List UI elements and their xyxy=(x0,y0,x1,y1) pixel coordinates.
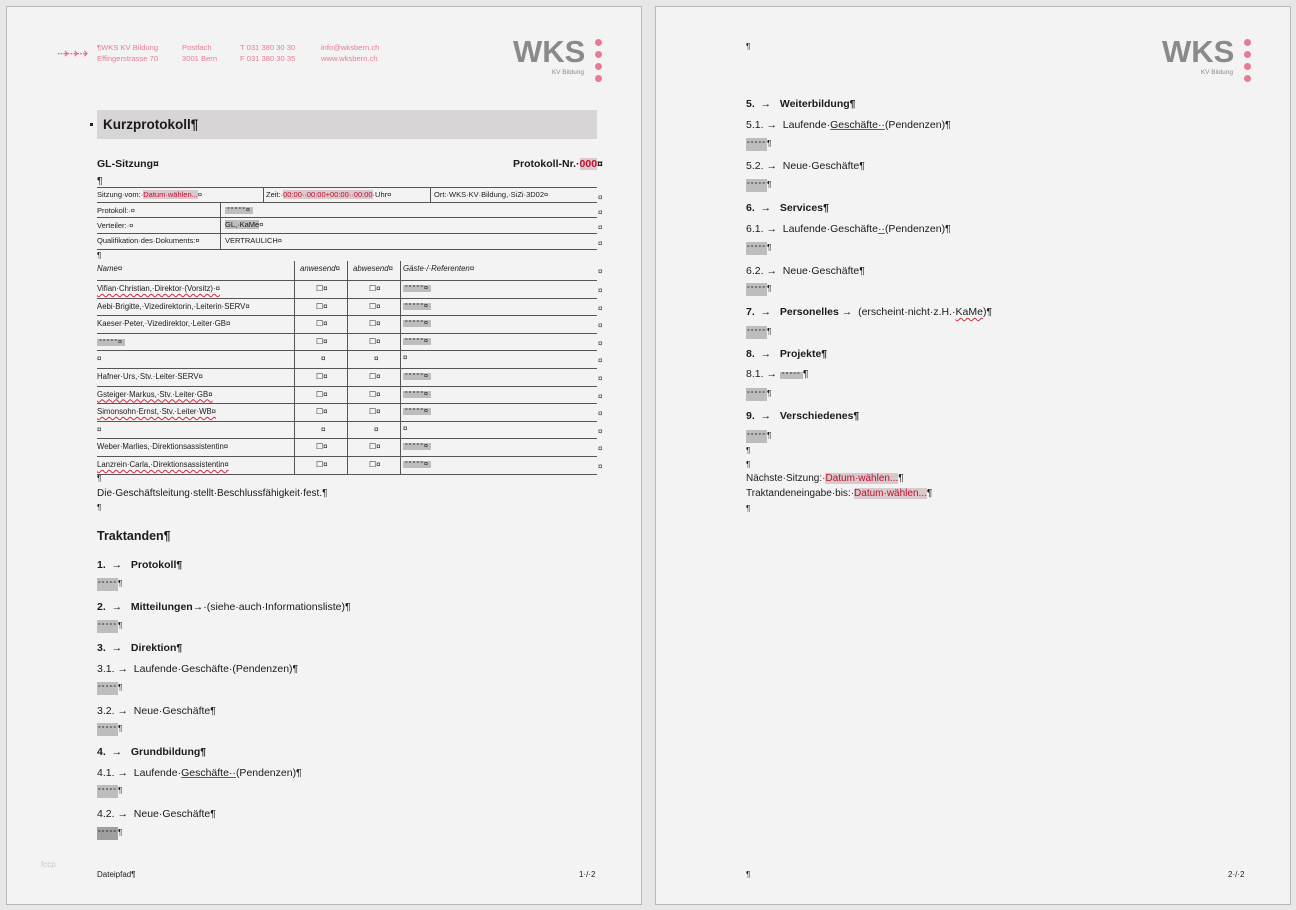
sub-number: 6.2. xyxy=(746,265,764,277)
table-rule xyxy=(97,249,597,250)
present-checkbox[interactable]: ☐¤ xyxy=(316,319,328,329)
item-number: 3. xyxy=(97,642,106,654)
item-number: 4. xyxy=(97,746,106,758)
header-postfach: Postfach xyxy=(182,43,212,52)
present-checkbox[interactable]: ☐¤ xyxy=(316,407,328,417)
present-checkbox[interactable]: ☐¤ xyxy=(316,460,328,469)
sub-title: Laufende· xyxy=(133,767,182,779)
document-page-1 xyxy=(6,6,642,905)
pilcrow: ¶ xyxy=(746,446,751,455)
wks-logo xyxy=(513,35,603,83)
next-meeting[interactable] xyxy=(746,473,904,484)
agenda-heading[interactable]: Traktanden¶ xyxy=(97,529,171,543)
table-rule xyxy=(97,217,597,218)
table-rule xyxy=(430,187,431,202)
tab-arrow-icon: → xyxy=(760,98,772,110)
text-placeholder-field[interactable]: °°°°° xyxy=(97,578,118,591)
tab-arrow-icon: → xyxy=(766,160,777,172)
pilcrow: ¶ xyxy=(746,42,751,51)
row-end-mark: ¤ xyxy=(598,462,603,471)
text-placeholder-field[interactable]: °°°°° xyxy=(97,620,118,633)
text-placeholder-field[interactable]: °°°°° xyxy=(746,138,767,151)
tab-arrow-icon: → xyxy=(766,223,777,235)
session-label: Sitzung·vom:· xyxy=(97,190,144,199)
time-label: Zeit:· xyxy=(266,190,284,199)
table-rule xyxy=(97,315,597,316)
guest-placeholder-field[interactable]: °°°°°¤ xyxy=(405,302,429,310)
agenda-sub-3-2[interactable] xyxy=(97,705,216,717)
sub-number: 5.1. xyxy=(746,119,764,131)
item-title: Mitteilungen xyxy=(130,601,193,613)
tab-arrow-icon: → xyxy=(766,368,777,380)
guest-field[interactable]: ¤ xyxy=(403,353,408,363)
sub-number: 3.2. xyxy=(97,705,115,717)
pilcrow: ¶ xyxy=(898,473,904,484)
sub-number: 4.2. xyxy=(97,808,115,820)
absent-checkbox[interactable]: ☐¤ xyxy=(369,319,381,329)
present-checkbox[interactable]: ☐¤ xyxy=(316,336,328,346)
pilcrow: ¶ xyxy=(767,327,772,336)
pilcrow: ¶ xyxy=(118,724,123,733)
row-end-mark: ¤ xyxy=(598,391,603,401)
item-note-end: )¶ xyxy=(982,306,993,318)
sub-title-end: (Pendenzen)¶ xyxy=(235,767,302,779)
present-checkbox[interactable]: ☐¤ xyxy=(316,372,328,381)
logo-dot-icon xyxy=(1244,39,1251,46)
absent-checkbox[interactable]: ☐¤ xyxy=(369,389,381,399)
time-field[interactable]: 00:00··00:00+00:00··00:00 xyxy=(283,190,373,199)
guest-placeholder-field[interactable]: °°°°°¤ xyxy=(405,443,429,451)
header-tel: T 031 380 30 30 xyxy=(240,43,296,52)
tab-arrow-icon: → xyxy=(111,746,123,758)
wks-logo xyxy=(1162,35,1252,83)
item-number: 2. xyxy=(97,601,106,613)
text-placeholder-field[interactable]: °°°°° xyxy=(746,388,767,401)
tab-arrow-icon: → xyxy=(111,559,123,571)
sub-title: Laufende· xyxy=(782,119,831,131)
row-end-mark: ¤ xyxy=(598,426,603,436)
attendee-name[interactable] xyxy=(97,337,125,346)
table-rule xyxy=(97,386,597,387)
attendee-name[interactable]: ¤ xyxy=(97,354,102,364)
pilcrow: ¶ xyxy=(767,180,772,189)
column-header: abwesend¤ xyxy=(353,264,393,273)
item-title: Weiterbildung¶ xyxy=(779,98,856,110)
pilcrow: ¶ xyxy=(767,243,772,252)
pilcrow: ¶ xyxy=(118,828,123,837)
attendee-name[interactable]: Lanzrein·Carla,·Direktionsassistentin¤ xyxy=(97,460,229,469)
header-phone xyxy=(240,42,295,64)
item-note: →·(siehe·auch·Informationsliste)¶ xyxy=(192,601,351,613)
guest-placeholder-field[interactable]: °°°°°¤ xyxy=(405,337,429,345)
title-text: Kurzprotokoll¶ xyxy=(103,117,199,132)
absent-checkbox[interactable]: ¤ xyxy=(374,354,379,364)
absent-checkbox[interactable]: ☐¤ xyxy=(369,460,381,469)
guest-field[interactable] xyxy=(403,318,431,327)
row-end-mark: ¤ xyxy=(598,239,603,248)
row-end-mark: ¤ xyxy=(598,303,603,313)
meeting-type[interactable]: GL-Sitzung¤ xyxy=(97,158,159,170)
row-end-mark: ¤ xyxy=(598,267,603,276)
tab-arrow-icon: → xyxy=(766,265,777,277)
column-header: Name¤ xyxy=(97,264,123,273)
item-number: 9. xyxy=(746,410,755,422)
sub-title: Laufende·Geschäfte xyxy=(782,223,878,235)
header-city: 3001 Bern xyxy=(182,54,218,63)
guest-placeholder-field[interactable]: °°°°°¤ xyxy=(405,373,429,380)
guest-field[interactable] xyxy=(403,441,431,450)
verteiler-cell-end: ¤ xyxy=(259,220,264,229)
guest-placeholder-field[interactable]: °°°°°¤ xyxy=(405,461,429,468)
footer-filepath[interactable]: Dateipfad¶ xyxy=(97,870,136,879)
deadline-label: Traktandeneingabe·bis:· xyxy=(746,488,855,499)
pilcrow: ¶ xyxy=(746,504,751,513)
agenda-sub-4-2[interactable] xyxy=(97,808,216,820)
pilcrow: ¶ xyxy=(746,460,751,469)
tab-arrow-icon: → xyxy=(760,202,772,214)
table-rule xyxy=(97,474,597,475)
table-rule xyxy=(263,187,264,202)
tab-arrow-icon: → xyxy=(760,410,772,422)
header-org: ¶WKS KV Bildung xyxy=(97,43,159,52)
absent-checkbox[interactable]: ¤ xyxy=(374,424,379,434)
logo-dot-icon xyxy=(595,51,602,58)
footer-page-number: 2·/·2 xyxy=(1228,870,1245,879)
agenda-item-1[interactable] xyxy=(97,559,182,571)
item-title: Services¶ xyxy=(779,202,829,214)
table-rule xyxy=(97,403,597,404)
item-number: 6. xyxy=(746,202,755,214)
qualification-label: Qualifikation·des·Dokuments:¤ xyxy=(97,236,200,245)
item-number: 5. xyxy=(746,98,755,110)
pilcrow: ¶ xyxy=(767,431,772,440)
text-placeholder-field[interactable]: °°°°° xyxy=(746,283,767,296)
pilcrow: ¶ xyxy=(767,139,772,148)
guest-field[interactable] xyxy=(403,301,431,310)
column-header: anwesend¤ xyxy=(300,264,340,273)
pilcrow: ¶ xyxy=(97,251,102,260)
text-placeholder-field[interactable]: °°°°° xyxy=(97,723,118,736)
item-title: Direktion¶ xyxy=(130,642,183,654)
row-end-mark: ¤ xyxy=(598,356,603,366)
table-rule xyxy=(97,233,597,234)
agenda-sub-3-1[interactable] xyxy=(97,663,298,675)
agenda-item-6[interactable] xyxy=(746,202,829,214)
guest-field[interactable] xyxy=(403,406,431,415)
agenda-sub-4-1[interactable] xyxy=(97,767,302,779)
protocol-number[interactable] xyxy=(513,158,603,170)
protokoll-label: Protokoll:·¤ xyxy=(97,206,135,215)
session-date[interactable] xyxy=(97,190,202,199)
deadline-date-field[interactable]: Datum·wählen... xyxy=(854,488,927,499)
guest-placeholder-field[interactable]: °°°°°¤ xyxy=(405,390,429,398)
sub-number: 3.1. xyxy=(97,663,115,675)
tab-arrow-icon: → xyxy=(117,663,128,675)
agenda-sub-6-1[interactable] xyxy=(746,223,951,235)
arrow-mark-icon: ⇢⇢⇢ xyxy=(57,45,87,61)
agenda-item-3[interactable] xyxy=(97,642,182,654)
pilcrow: ¶ xyxy=(118,579,123,588)
pilcrow: ¶ xyxy=(767,284,772,293)
absent-checkbox[interactable]: ☐¤ xyxy=(369,372,381,381)
present-checkbox[interactable]: ☐¤ xyxy=(316,442,328,452)
item-title: Grundbildung¶ xyxy=(130,746,207,758)
logo-dot-icon xyxy=(595,75,602,82)
tab-arrow-icon: → xyxy=(117,808,128,820)
guest-placeholder-field[interactable]: °°°°°¤ xyxy=(405,320,429,328)
row-end-mark: ¤ xyxy=(598,338,603,348)
tab-arrow-icon: → xyxy=(841,306,853,318)
agenda-deadline[interactable] xyxy=(746,488,932,499)
text-placeholder-field[interactable]: °°°°° xyxy=(97,785,118,798)
session-place[interactable]: Ort:·WKS·KV·Bildung,·SiZi·3D02¤ xyxy=(434,190,549,199)
sub-title: Neue·Geschäfte¶ xyxy=(782,265,865,277)
header-postbox xyxy=(182,42,217,64)
guest-placeholder-field[interactable]: °°°°°¤ xyxy=(405,285,429,292)
table-rule xyxy=(97,350,597,351)
text-placeholder-field[interactable]: °°°°° xyxy=(746,326,767,339)
item-number: 1. xyxy=(97,559,106,571)
table-rule xyxy=(97,202,597,203)
attendee-name[interactable]: Kaeser·Peter,·Vizedirektor,·Leiter·GB¤ xyxy=(97,319,231,329)
time-unit: ·Uhr¤ xyxy=(372,190,392,199)
tab-arrow-icon: → xyxy=(111,642,123,654)
text-placeholder-field[interactable]: °°°°° xyxy=(746,179,767,192)
agenda-sub-5-1[interactable] xyxy=(746,119,951,131)
item-title: Personelles xyxy=(779,306,839,318)
footer-mark: ¶ xyxy=(746,870,751,879)
item-note: (erscheint·nicht·z.H.· xyxy=(858,306,956,318)
sub-number: 5.2. xyxy=(746,160,764,172)
tab-arrow-icon: → xyxy=(117,705,128,717)
agenda-item-2[interactable] xyxy=(97,601,351,613)
next-meeting-date-field[interactable]: Datum·wählen... xyxy=(825,473,899,484)
sub-title: Neue·Geschäfte¶ xyxy=(782,160,865,172)
attendee-name[interactable]: Aebi·Brigitte,·Vizedirektorin,·Leiterin·SERV¤ xyxy=(97,301,250,311)
document-page-2 xyxy=(655,6,1291,905)
pilcrow: ¶ xyxy=(97,175,103,187)
sub-title-end: (Pendenzen)¶ xyxy=(884,119,951,131)
table-rule xyxy=(97,298,597,299)
row-end-mark: ¤ xyxy=(598,193,603,202)
sub-title: Neue·Geschäfte¶ xyxy=(133,705,216,717)
pilcrow: ¶ xyxy=(97,474,102,483)
guest-field[interactable] xyxy=(403,389,431,398)
agenda-sub-5-2[interactable] xyxy=(746,160,865,172)
absent-checkbox[interactable]: ☐¤ xyxy=(369,284,381,293)
agenda-sub-8-1[interactable] xyxy=(746,368,809,380)
attendee-name[interactable]: Vifian·Christian,·Direktor·(Vorsitz)·¤ xyxy=(97,284,220,293)
row-end-mark: ¤ xyxy=(598,374,603,383)
sub-title-marked: Geschäfte·· xyxy=(181,767,236,779)
table-rule xyxy=(97,421,597,422)
pilcrow: ¶ xyxy=(97,503,102,512)
table-rule xyxy=(97,456,597,457)
footer-page-number: 1·/·2 xyxy=(579,870,596,879)
sub-title: Neue·Geschäfte¶ xyxy=(133,808,216,820)
guest-field[interactable] xyxy=(403,283,431,292)
tab-arrow-icon: → xyxy=(117,767,128,779)
attendee-name[interactable]: Weber·Marlies,·Direktionsassistentin¤ xyxy=(97,442,229,452)
agenda-item-5[interactable] xyxy=(746,98,856,110)
session-date-field[interactable]: Datum·wählen... xyxy=(143,190,198,199)
row-end-mark: ¤ xyxy=(598,208,603,217)
bullet-icon xyxy=(90,123,93,126)
protokoll-field[interactable]: °°°°°¤ xyxy=(227,207,251,214)
tab-arrow-icon: → xyxy=(766,119,777,131)
quorum-statement[interactable]: Die·Geschäftsleitung·stellt·Beschlussfähigkeit·fest.¶ xyxy=(97,488,328,499)
agenda-item-4[interactable] xyxy=(97,746,206,758)
row-end-mark: ¤ xyxy=(598,321,603,331)
row-end-mark: ¤ xyxy=(598,444,603,454)
present-checkbox[interactable]: ☐¤ xyxy=(316,284,328,293)
absent-checkbox[interactable]: ☐¤ xyxy=(369,336,381,346)
attendee-name[interactable]: Gsteiger·Markus,·Stv.·Leiter·GB¤ xyxy=(97,389,213,399)
sub-number: 8.1. xyxy=(746,368,764,380)
item-title: Verschiedenes¶ xyxy=(779,410,860,422)
header-web: www.wksbern.ch xyxy=(321,54,378,63)
sub-title: Laufende·Geschäfte·(Pendenzen)¶ xyxy=(133,663,299,675)
session-cell-end: ¤ xyxy=(197,190,203,199)
sub-title-end: (Pendenzen)¶ xyxy=(884,223,951,235)
verteiler-value[interactable] xyxy=(225,220,263,229)
header-email: info@wksbern.ch xyxy=(321,43,380,52)
logo-dot-icon xyxy=(1244,75,1251,82)
sub-number: 4.1. xyxy=(97,767,115,779)
text-placeholder-field[interactable]: °°°°° xyxy=(746,242,767,255)
table-rule xyxy=(97,438,597,439)
pilcrow: ¶ xyxy=(118,786,123,795)
pilcrow: ¶ xyxy=(767,389,772,398)
text-placeholder-field[interactable]: °°°°° xyxy=(746,430,767,443)
qualification-value[interactable]: VERTRAULICH¤ xyxy=(225,236,282,245)
row-end-mark: ¤ xyxy=(598,286,603,295)
tab-arrow-icon: → xyxy=(111,601,123,613)
logo-text: WKS xyxy=(513,34,586,69)
pilcrow: ¶ xyxy=(118,621,123,630)
row-end-mark: ¤ xyxy=(598,223,603,232)
session-time[interactable] xyxy=(266,190,391,199)
table-rule xyxy=(97,280,597,281)
pilcrow: ¶ xyxy=(118,683,123,692)
guest-field[interactable] xyxy=(403,371,431,380)
item-title: Protokoll¶ xyxy=(130,559,183,571)
table-rule xyxy=(97,333,597,334)
verteiler-field[interactable]: GL,·KaMe xyxy=(225,220,260,229)
table-rule xyxy=(220,202,221,249)
agenda-item-8[interactable] xyxy=(746,348,827,360)
text-placeholder-field[interactable]: °°°°° xyxy=(97,682,118,695)
guest-field[interactable] xyxy=(403,336,431,345)
next-meeting-label: Nächste·Sitzung:· xyxy=(746,473,826,484)
present-checkbox[interactable]: ¤ xyxy=(321,424,326,434)
header-fax: F 031 380 30 35 xyxy=(240,54,296,63)
tab-arrow-icon: → xyxy=(760,348,772,360)
pilcrow: ¶ xyxy=(926,488,933,499)
tab-arrow-icon: → xyxy=(760,306,772,318)
table-rule xyxy=(97,187,597,188)
guest-placeholder-field[interactable]: °°°°°¤ xyxy=(405,408,429,416)
protocol-no-field[interactable]: 000 xyxy=(579,158,598,170)
row-end-mark: ¤ xyxy=(598,409,603,419)
present-checkbox[interactable]: ☐¤ xyxy=(316,301,328,311)
attendee-placeholder-field[interactable]: °°°°°¤ xyxy=(99,338,123,346)
logo-dot-icon xyxy=(1244,63,1251,70)
item-number: 8. xyxy=(746,348,755,360)
logo-text: WKS xyxy=(1162,34,1235,69)
logo-dot-icon xyxy=(595,63,602,70)
absent-checkbox[interactable]: ☐¤ xyxy=(369,442,381,452)
item-number: 7. xyxy=(746,306,755,318)
text-placeholder-field[interactable]: °°°°° xyxy=(781,372,801,379)
protocol-cell-end: ¤ xyxy=(597,158,603,170)
attendee-name[interactable]: Simonsohn·Ernst,·Stv.·Leiter·WB¤ xyxy=(97,407,217,417)
agenda-sub-6-2[interactable] xyxy=(746,265,865,277)
sub-title-marked: ·· xyxy=(877,223,885,235)
header-street: Effingerstrasse 70 xyxy=(97,54,159,63)
attendee-name[interactable]: ¤ xyxy=(97,424,102,434)
attendee-name[interactable]: Hafner·Urs,·Stv.·Leiter·SERV¤ xyxy=(97,372,203,381)
agenda-item-7[interactable] xyxy=(746,306,992,318)
logo-dot-icon xyxy=(595,39,602,46)
logo-dot-icon xyxy=(1244,51,1251,58)
guest-field[interactable]: ¤ xyxy=(403,423,408,433)
item-note-name: KaMe xyxy=(955,306,983,318)
logo-subtitle: KV Bildung xyxy=(551,69,584,76)
absent-checkbox[interactable]: ☐¤ xyxy=(369,301,381,311)
pilcrow: ¶ xyxy=(802,368,809,380)
sub-title-marked: Geschäfte·· xyxy=(830,119,885,131)
column-header: Gäste·/·Referenten¤ xyxy=(403,264,475,273)
protocol-label: Protokoll-Nr.· xyxy=(513,158,580,170)
present-checkbox[interactable]: ☐¤ xyxy=(316,389,328,399)
guest-field[interactable] xyxy=(403,459,431,468)
sub-number: 6.1. xyxy=(746,223,764,235)
document-title[interactable] xyxy=(97,110,597,139)
table-rule xyxy=(97,368,597,369)
present-checkbox[interactable]: ¤ xyxy=(321,354,326,364)
absent-checkbox[interactable]: ☐¤ xyxy=(369,407,381,417)
item-title: Projekte¶ xyxy=(779,348,828,360)
text-placeholder-field[interactable]: °°°°° xyxy=(97,827,118,840)
header-contact xyxy=(321,42,379,64)
logo-subtitle: KV Bildung xyxy=(1200,69,1233,76)
margin-ghost-text: fccp xyxy=(41,860,56,869)
header-address xyxy=(97,42,158,64)
verteiler-label: Verteiler:·¤ xyxy=(97,221,134,230)
agenda-item-9[interactable] xyxy=(746,410,859,422)
